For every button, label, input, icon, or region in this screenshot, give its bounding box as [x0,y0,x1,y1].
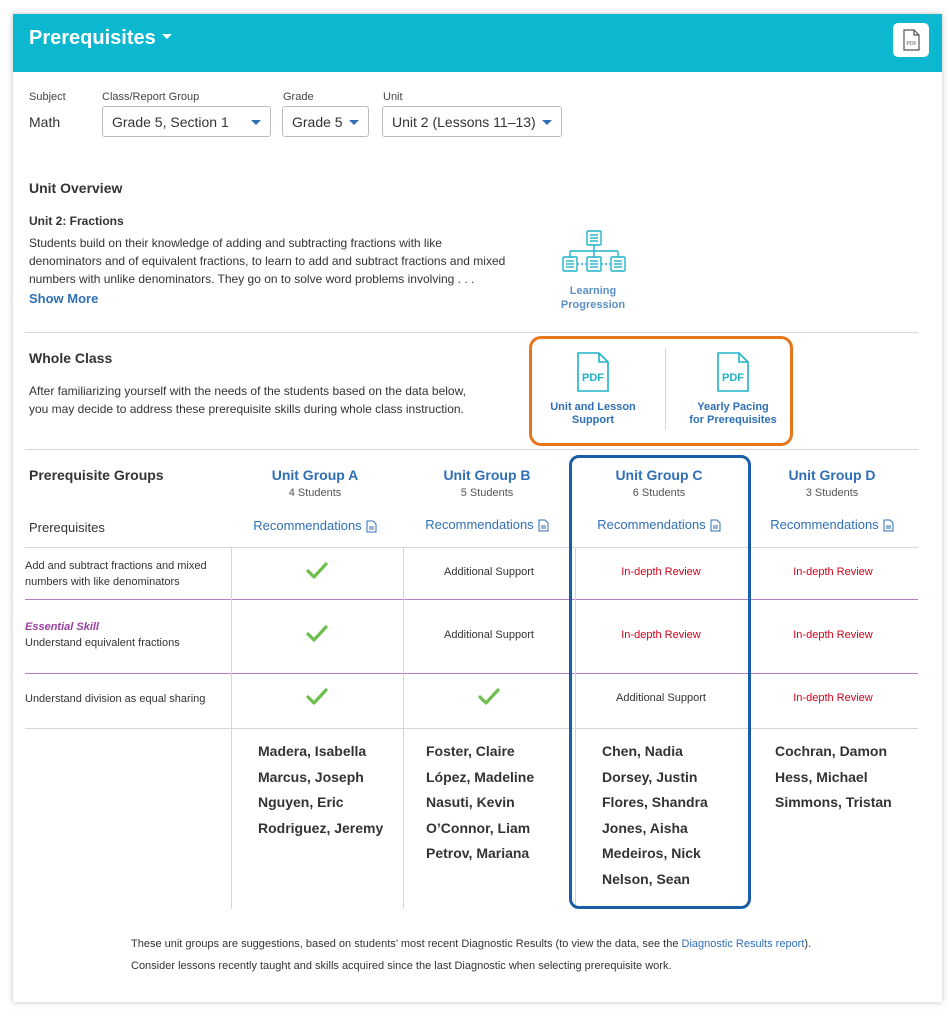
table-divider-purple [25,673,918,674]
column-divider [231,547,232,909]
unit-description-line: numbers with unlike denominators. They go on to solve word problems involving . . . [29,272,475,286]
check-icon [232,561,402,586]
divider [25,332,918,333]
page-title: Prerequisites [29,27,156,49]
status-cell: In-depth Review [793,692,873,704]
student-name: Cochran, Damon [775,743,888,759]
divider [25,449,918,450]
student-name: Jones, Aisha [602,819,688,836]
unit-group-d-recommendations[interactable] [747,517,917,532]
unit-description-line: Students build on their knowledge of adding and subtracting fractions with like [29,236,442,250]
table-divider-purple [25,599,918,600]
class-group-label: Class/Report Group [102,91,200,103]
unit-group-a-count: 4 Students [288,487,342,499]
learning-progression-line: Progression [560,299,626,311]
whole-class-heading: Whole Class [29,350,113,366]
student-name: Flores, Shandra [602,794,708,811]
essential-skill-tag: Essential Skill [25,621,99,633]
student-name: Hess, Michael [775,768,868,785]
doc-label-line: for Prerequisites [689,414,777,426]
hierarchy-icon [561,229,627,277]
download-pdf-button[interactable] [893,23,929,57]
footer-note-line1 [131,938,811,950]
student-name: López, Madeline [426,768,535,785]
doc-label-line: Support [571,414,615,426]
status-cell: In-depth Review [793,566,873,578]
table-divider [25,547,918,548]
unit-select[interactable] [382,106,562,137]
subject-value: Math [29,114,61,130]
grade-label: Grade [283,91,314,103]
pdf-icon [902,29,920,51]
highlight-box-orange [529,336,793,446]
unit-title: Unit 2: Fractions [29,214,124,228]
unit-group-b-recommendations[interactable] [402,517,572,532]
prerequisite-text: numbers with like denominators [25,576,180,588]
student-name: O’Connor, Liam [426,819,531,836]
whole-class-line: After familiarizing yourself with the needs of the students based on the data below, [29,384,466,398]
pdf-icon [883,519,894,532]
whole-class-description [29,382,519,418]
student-name: Simmons, Tristan [775,794,892,811]
page-title-dropdown[interactable] [29,27,172,50]
status-cell: Additional Support [616,692,706,704]
status-cell: In-depth Review [621,566,701,578]
yearly-pacing-label [678,401,788,427]
unit-group-c-count: 6 Students [632,487,686,499]
unit-group-d-count: 3 Students [805,487,859,499]
doc-label-line: Yearly Pacing [697,401,769,413]
prerequisite-row-1 [25,558,207,590]
group-b-students [426,739,534,867]
pdf-file-icon [716,351,750,393]
pdf-icon [366,520,377,533]
prerequisite-text: Add and subtract fractions and mixed [25,560,207,572]
recommendations-label: Recommendations [425,517,534,532]
learning-progression-label [553,284,633,312]
prerequisite-row-2 [25,619,180,651]
unit-group-c-title[interactable]: Unit Group C [615,467,703,483]
status-cell: In-depth Review [793,629,873,641]
doc-label-line: Unit and Lesson [550,401,636,413]
student-name: Petrov, Mariana [426,845,530,862]
pdf-icon [538,519,549,532]
class-group-value: Grade 5, Section 1 [112,114,229,130]
student-name: Nasuti, Kevin [426,794,515,811]
unit-group-b-title[interactable]: Unit Group B [443,467,531,483]
divider [665,348,666,430]
footer-text: These unit groups are suggestions, based on students’ most recent Diagnostic Results (to view the data, see the [131,938,682,950]
status-cell: In-depth Review [621,629,701,641]
student-name: Madera, Isabella [258,743,367,759]
chevron-down-icon [251,120,261,125]
student-name: Marcus, Joseph [258,768,364,785]
unit-group-d-title[interactable]: Unit Group D [788,467,876,483]
pdf-badge: PDF [722,372,744,384]
student-name: Nguyen, Eric [258,794,344,811]
learning-progression-line: Learning [569,285,617,297]
status-cell: Additional Support [444,566,534,578]
header-bar [13,14,942,72]
unit-description [29,234,549,288]
recommendations-label: Recommendations [253,518,362,533]
unit-group-a-recommendations[interactable] [230,518,400,533]
table-divider [25,728,918,729]
grade-value: Grade 5 [292,114,343,130]
student-name: Dorsey, Justin [602,768,698,785]
prerequisites-card [13,14,942,1002]
footer-note-line2: Consider lessons recently taught and skills acquired since the last Diagnostic when selecting prerequisite work. [131,960,672,972]
prerequisite-text: Understand division as equal sharing [25,693,206,705]
group-a-students [258,739,383,841]
unit-overview-heading: Unit Overview [29,180,123,196]
check-icon [404,687,574,712]
svg-text:PDF: PDF [906,41,917,47]
whole-class-line: you may decide to address these prerequisite skills during whole class instruction. [29,402,464,416]
highlight-box-blue [569,455,751,909]
pdf-badge: PDF [582,372,604,384]
footer-text: ). [804,938,812,950]
show-more-link[interactable]: Show More [29,291,99,306]
prerequisite-row-3 [25,691,205,707]
unit-lesson-support-label [543,401,643,427]
diagnostic-results-link[interactable]: Diagnostic Results report [681,938,805,950]
status-cell: Additional Support [444,629,534,641]
recommendations-label: Recommendations [770,517,879,532]
prerequisite-text: Understand equivalent fractions [25,637,180,649]
student-name: Nelson, Sean [602,870,690,887]
prerequisites-column-label: Prerequisites [29,520,105,535]
chevron-down-icon [349,120,359,125]
student-name: Rodriguez, Jeremy [258,819,384,836]
group-d-students [775,739,892,816]
student-name: Foster, Claire [426,743,515,759]
prerequisite-groups-heading: Prerequisite Groups [29,467,164,483]
unit-description-line: denominators and of equivalent fractions, to learn to add and subtract fractions and mixed [29,254,506,268]
unit-group-b-count: 5 Students [460,487,514,499]
grade-select[interactable] [282,106,369,137]
student-name: Medeiros, Nick [602,845,701,862]
unit-label: Unit [383,91,403,103]
check-icon [232,687,402,712]
pdf-file-icon [576,351,610,393]
caret-down-icon [162,34,172,39]
recommendations-label: Recommendations [597,517,706,532]
subject-label: Subject [29,91,66,103]
chevron-down-icon [542,120,552,125]
student-name: Chen, Nadia [602,743,683,759]
unit-value: Unit 2 (Lessons 11–13) [392,114,536,130]
class-group-select[interactable] [102,106,271,137]
check-icon [232,624,402,649]
unit-group-a-title[interactable]: Unit Group A [271,467,359,483]
column-divider [403,547,404,909]
